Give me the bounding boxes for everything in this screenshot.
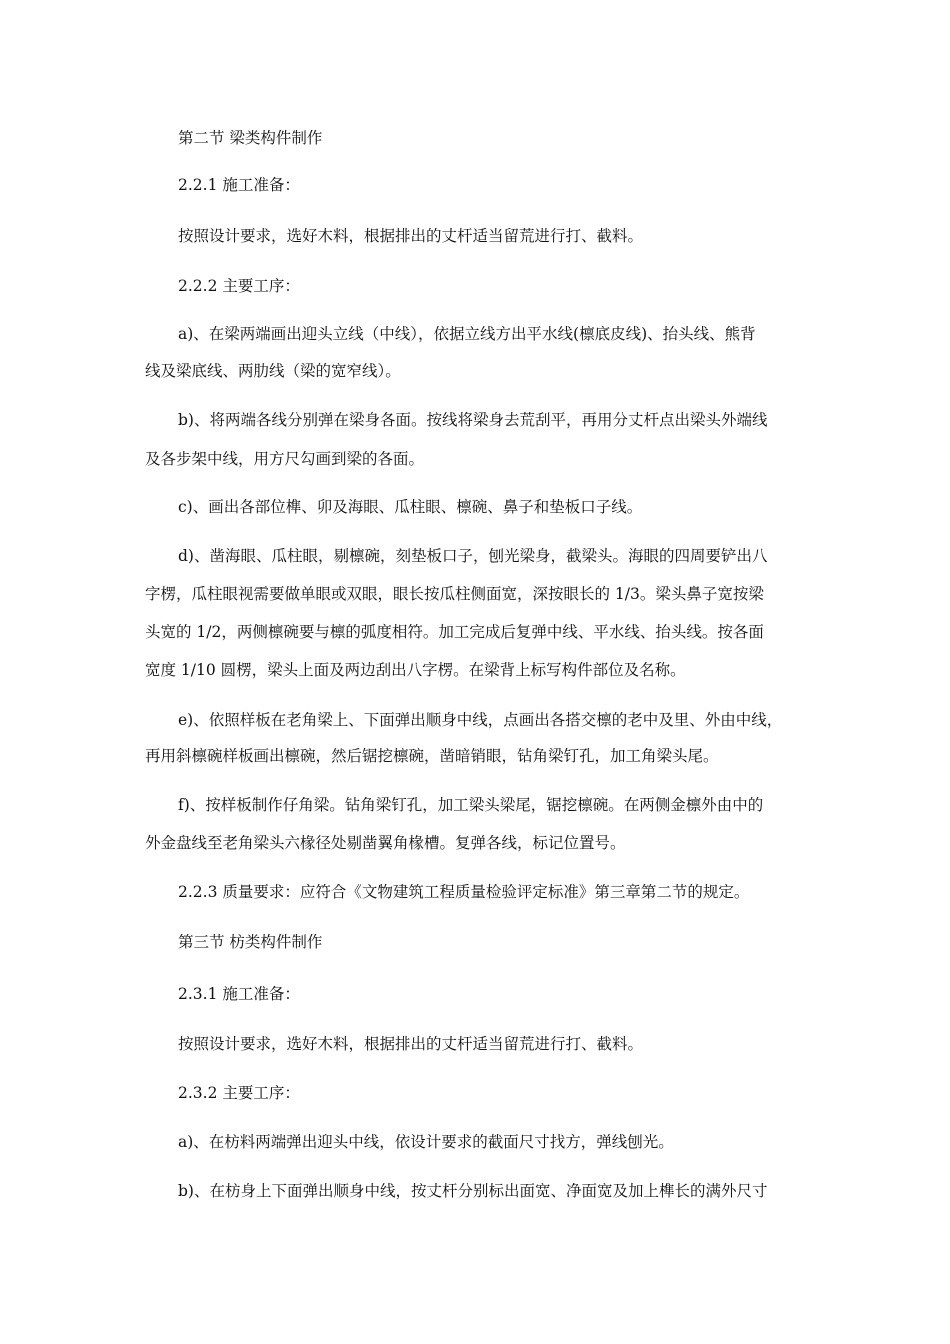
paragraph: e)、依照样板在老角梁上、下面弹出顺身中线，点画出各搭交檩的老中及里、外由中线， xyxy=(178,711,783,729)
subsection-heading: 2.3.2 主要工序： xyxy=(178,1084,300,1102)
paragraph-continuation: 头宽的 1/2，两侧檩碗要与檩的弧度相符。加工完成后复弹中线、平水线、抬头线。按各面 xyxy=(145,623,764,641)
subsection-heading: 2.3.1 施工准备： xyxy=(178,985,300,1003)
paragraph-continuation: 再用斜檩碗样板画出檩碗，然后锯挖檩碗，凿暗销眼，钻角梁钉孔，加工角梁头尾。 xyxy=(145,747,719,765)
section-heading: 第三节 枋类构件制作 xyxy=(178,933,323,951)
paragraph-continuation: 外金盘线至老角梁头六椽径处剔凿翼角椽槽。复弹各线，标记位置号。 xyxy=(145,834,626,852)
paragraph: 2.2.3 质量要求：应符合《文物建筑工程质量检验评定标准》第三章第二节的规定。 xyxy=(178,883,750,901)
paragraph: a)、在梁两端画出迎头立线（中线），依据立线方出平水线(檩底皮线)、抬头线、熊背 xyxy=(178,325,756,343)
paragraph: a)、在枋料两端弹出迎头中线，依设计要求的截面尺寸找方，弹线刨光。 xyxy=(178,1133,674,1151)
paragraph-continuation: 字楞，瓜柱眼视需要做单眼或双眼，眼长按瓜柱侧面宽，深按眼长的 1/3。梁头鼻子宽按梁 xyxy=(145,585,764,603)
paragraph-continuation: 宽度 1/10 圆楞，梁头上面及两边刮出八字楞。在梁背上标写构件部位及名称。 xyxy=(145,661,686,679)
subsection-heading: 2.2.1 施工准备： xyxy=(178,176,300,194)
subsection-heading: 2.2.2 主要工序： xyxy=(178,277,300,295)
paragraph-continuation: 及各步架中线，用方尺勾画到梁的各面。 xyxy=(145,450,425,468)
paragraph: b)、将两端各线分别弹在梁身各面。按线将梁身去荒刮平，再用分丈杆点出梁头外端线 xyxy=(178,411,768,429)
section-heading: 第二节 梁类构件制作 xyxy=(178,129,323,147)
paragraph: b)、在枋身上下面弹出顺身中线，按丈杆分别标出面宽、净面宽及加上榫长的满外尺寸 xyxy=(178,1182,768,1200)
paragraph: f)、按样板制作仔角梁。钻角梁钉孔，加工梁头梁尾，锯挖檩碗。在两侧金檩外由中的 xyxy=(178,796,764,814)
paragraph: d)、凿海眼、瓜柱眼，剔檩碗，刻垫板口子，刨光梁身，截梁头。海眼的四周要铲出八 xyxy=(178,547,768,565)
paragraph: 按照设计要求，选好木料，根据排出的丈杆适当留荒进行打、截料。 xyxy=(178,1035,644,1053)
paragraph-continuation: 线及梁底线、两肋线（梁的宽窄线）。 xyxy=(145,362,401,380)
paragraph: c)、画出各部位榫、卯及海眼、瓜柱眼、檩碗、鼻子和垫板口子线。 xyxy=(178,498,643,516)
paragraph: 按照设计要求，选好木料，根据排出的丈杆适当留荒进行打、截料。 xyxy=(178,227,644,245)
